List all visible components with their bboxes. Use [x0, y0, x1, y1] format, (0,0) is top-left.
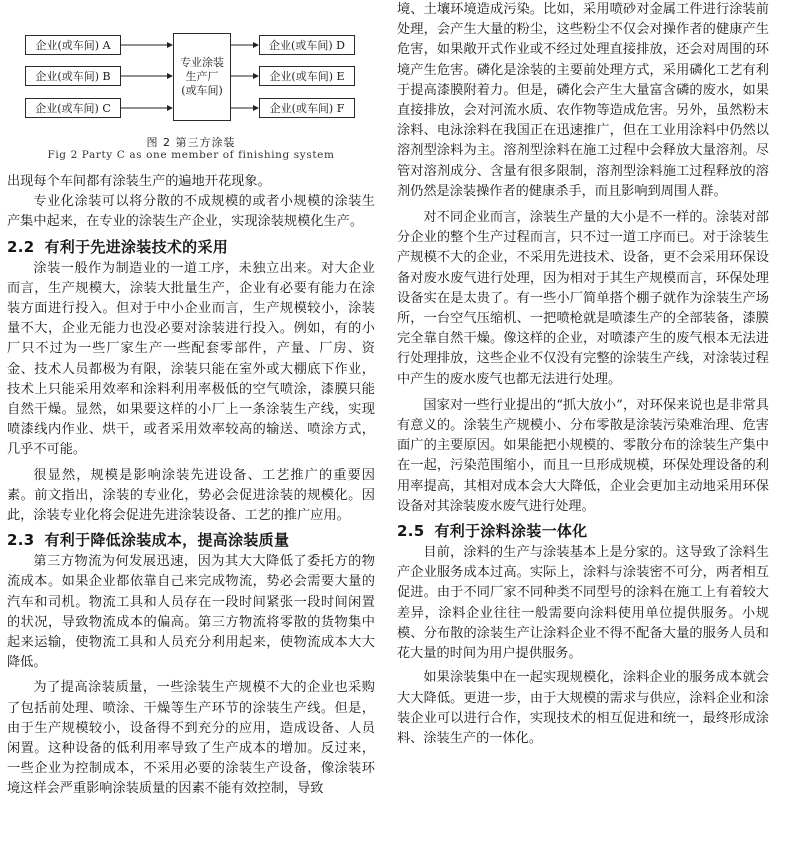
figure-box-d: 企业(或车间) D	[259, 35, 355, 55]
left-column	[7, 0, 375, 800]
section-number: 2.3	[7, 531, 35, 550]
right-paragraph-3: 国家对一些行业提出的“抓大放小”，对环保来说也是非常具有意义的。涂装生产规模小、分布零散是涂装污染难治理、危害面广的主要原因。如果能把小规模的、零散分布的涂装生产集中在一起，污染范围缩小，而且一旦形成规模，环保处理设备的利用率提高，其相对成本会大大降低，企业会更加主动地采用环保设备对其涂装废水废气进行处理。	[397, 397, 769, 514]
section-2-3-paragraph-2: 为了提高涂装质量，一些涂装生产规模不大的企业也采购了包括前处理、喷涂、干燥等生产环节的涂装生产线。但是，由于生产规模较小，设备得不到充分的应用，造成设备、人员闲置。这种设备的低利用率导致了生产成本的增加。反过来，一些企业为控制成本，不采用必要的涂装生产设备，像涂装环境这样会严重影响涂装质量的因素不能有效控制，导致	[7, 680, 375, 797]
section-2-3-paragraph-1: 第三方物流为何发展迅速，因为其大大降低了委托方的物流成本。如果企业都依靠自己来完成物流，势必会需要大量的汽车和司机。物流工具和人员存在一段时间紧张一段时间闲置的状况，导致物流成本的偏高。第三方物流将零散的货物集中起来运输，使物流工具和人员充分利用起来，使物流成本大大降低。	[7, 554, 375, 671]
figure-caption-cn: 图 2 第三方涂装	[146, 136, 236, 149]
section-number: 2.2	[7, 237, 35, 256]
figure-box-b: 企业(或车间) B	[25, 66, 121, 86]
figure-box-f: 企业(或车间) F	[259, 98, 355, 118]
figure-caption-en: Fig 2 Party C as one member of finishing system	[47, 149, 335, 161]
section-heading-2-2	[7, 236, 375, 258]
figure-box-e: 企业(或车间) E	[259, 66, 355, 86]
figure-center-box: 专业涂装生产厂(或车间)	[173, 33, 231, 121]
right-column	[397, 0, 769, 749]
section-title: 有利于降低涂装成本，提高涂装质量	[44, 531, 290, 550]
section-title: 有利于先进涂装技术的采用	[44, 237, 229, 256]
right-paragraph-1: 境、土壤环境造成污染。比如，采用喷砂对金属工件进行涂装前处理，会产生大量的粉尘，这些粉尘不仅会对操作者的健康产生危害，如果敞开式作业或不经过处理直接排放，还会对周围的环境产生危害。磷化是涂装的主要前处理方式，采用磷化工艺有利于提高漆膜附着力。但是，磷化会产生大量富含磷的废水，如果直接排放，会对河流水质、农作物等造成危害。另外，虽然粉末涂料、电泳涂料在我国正在迅速推广，但在工业用涂料中仍然以溶剂型涂料为主。溶剂型涂料在施工过程中会释放大量溶剂。尽管对溶剂成分、含量有很多限制，溶剂型涂料施工过程释放的溶剂仍然是涂装操作者的健康杀手，而且影响到周围人群。	[397, 2, 769, 199]
figure-2	[7, 0, 375, 172]
left-paragraph-1: 出现每个车间都有涂装生产的遍地开花现象。	[7, 174, 271, 189]
left-paragraph-2: 专业化涂装可以将分散的不成规模的或者小规模的涂装生产集中起来，在专业的涂装生产企业，实现涂装规模化生产。	[7, 194, 375, 230]
figure-box-a: 企业(或车间) A	[25, 35, 121, 55]
section-title: 有利于涂料涂装一体化	[434, 522, 588, 541]
right-paragraph-2: 对不同企业而言，涂装生产量的大小是不一样的。涂装对部分企业的整个生产过程而言，只不过一道工序而已。对于涂装生产规模不大的企业，不采用先进技术、设备，更不会采用环保设备对废水废气进行处理，因为相对于其生产规模而言，环保处理设备实在是太贵了。有一些小厂简单搭个棚子就作为涂装生产场所，一台空气压缩机、一把喷枪就是喷漆生产的全部装备，漆膜完全靠自然干燥。像这样的企业，对喷漆产生的废气根本无法进行处理排放，这些企业不仅没有完整的涂装生产线，对涂装过程中产生的废水废气也都无法进行处理。	[397, 210, 769, 387]
section-2-2-paragraph-2: 很显然，规模是影响涂装先进设备、工艺推广的重要因素。前文指出，涂装的专业化，势必会促进涂装的规模化。因此，涂装专业化将会促进先进涂装设备、工艺的推广应用。	[7, 467, 375, 524]
section-heading-2-5	[397, 520, 769, 542]
figure-box-c: 企业(或车间) C	[25, 98, 121, 118]
section-2-2-paragraph-1: 涂装一般作为制造业的一道工序，未独立出来。对大企业而言，生产规模大，涂装大批量生产，企业有必要有能力在涂装方面进行投入。但对于中小企业而言，生产规模较小，涂装量不大，企业无能力也没必要对涂装进行投入。例如，有的小厂只不过为一些厂家生产一些配套零部件，产量、厂房、资金、技术人员都极为有限，涂装只能在室外或大棚底下作业，技术上只能采用效率和涂料利用率极低的空气喷涂，漆膜只能自然干燥。显然，如果要这样的小厂上一条涂装生产线，实现喷漆线内作业、烘干，或者采用效率较高的输送、喷涂方式，几乎不可能。	[7, 260, 375, 458]
section-heading-2-3	[7, 529, 375, 551]
section-number: 2.5	[397, 522, 425, 541]
section-2-5-paragraph-1: 目前，涂料的生产与涂装基本上是分家的。这导致了涂料生产企业服务成本过高。实际上，涂料与涂装密不可分，两者相互促进。由于不同厂家不同种类不同型号的涂料在施工上有着较大差异，涂料企业往往一般需要向涂料使用单位提供服务。小规模、分布散的涂装生产让涂料企业不得不配备大量的服务人员和花大量的时间为用户提供服务。	[397, 545, 769, 662]
section-2-5-paragraph-2: 如果涂装集中在一起实现规模化，涂料企业的服务成本就会大大降低。更进一步，由于大规模的需求与供应，涂料企业和涂装企业可以进行合作，实现技术的相互促进和统一，最终形成涂料、涂装生产的一体化。	[397, 670, 769, 746]
